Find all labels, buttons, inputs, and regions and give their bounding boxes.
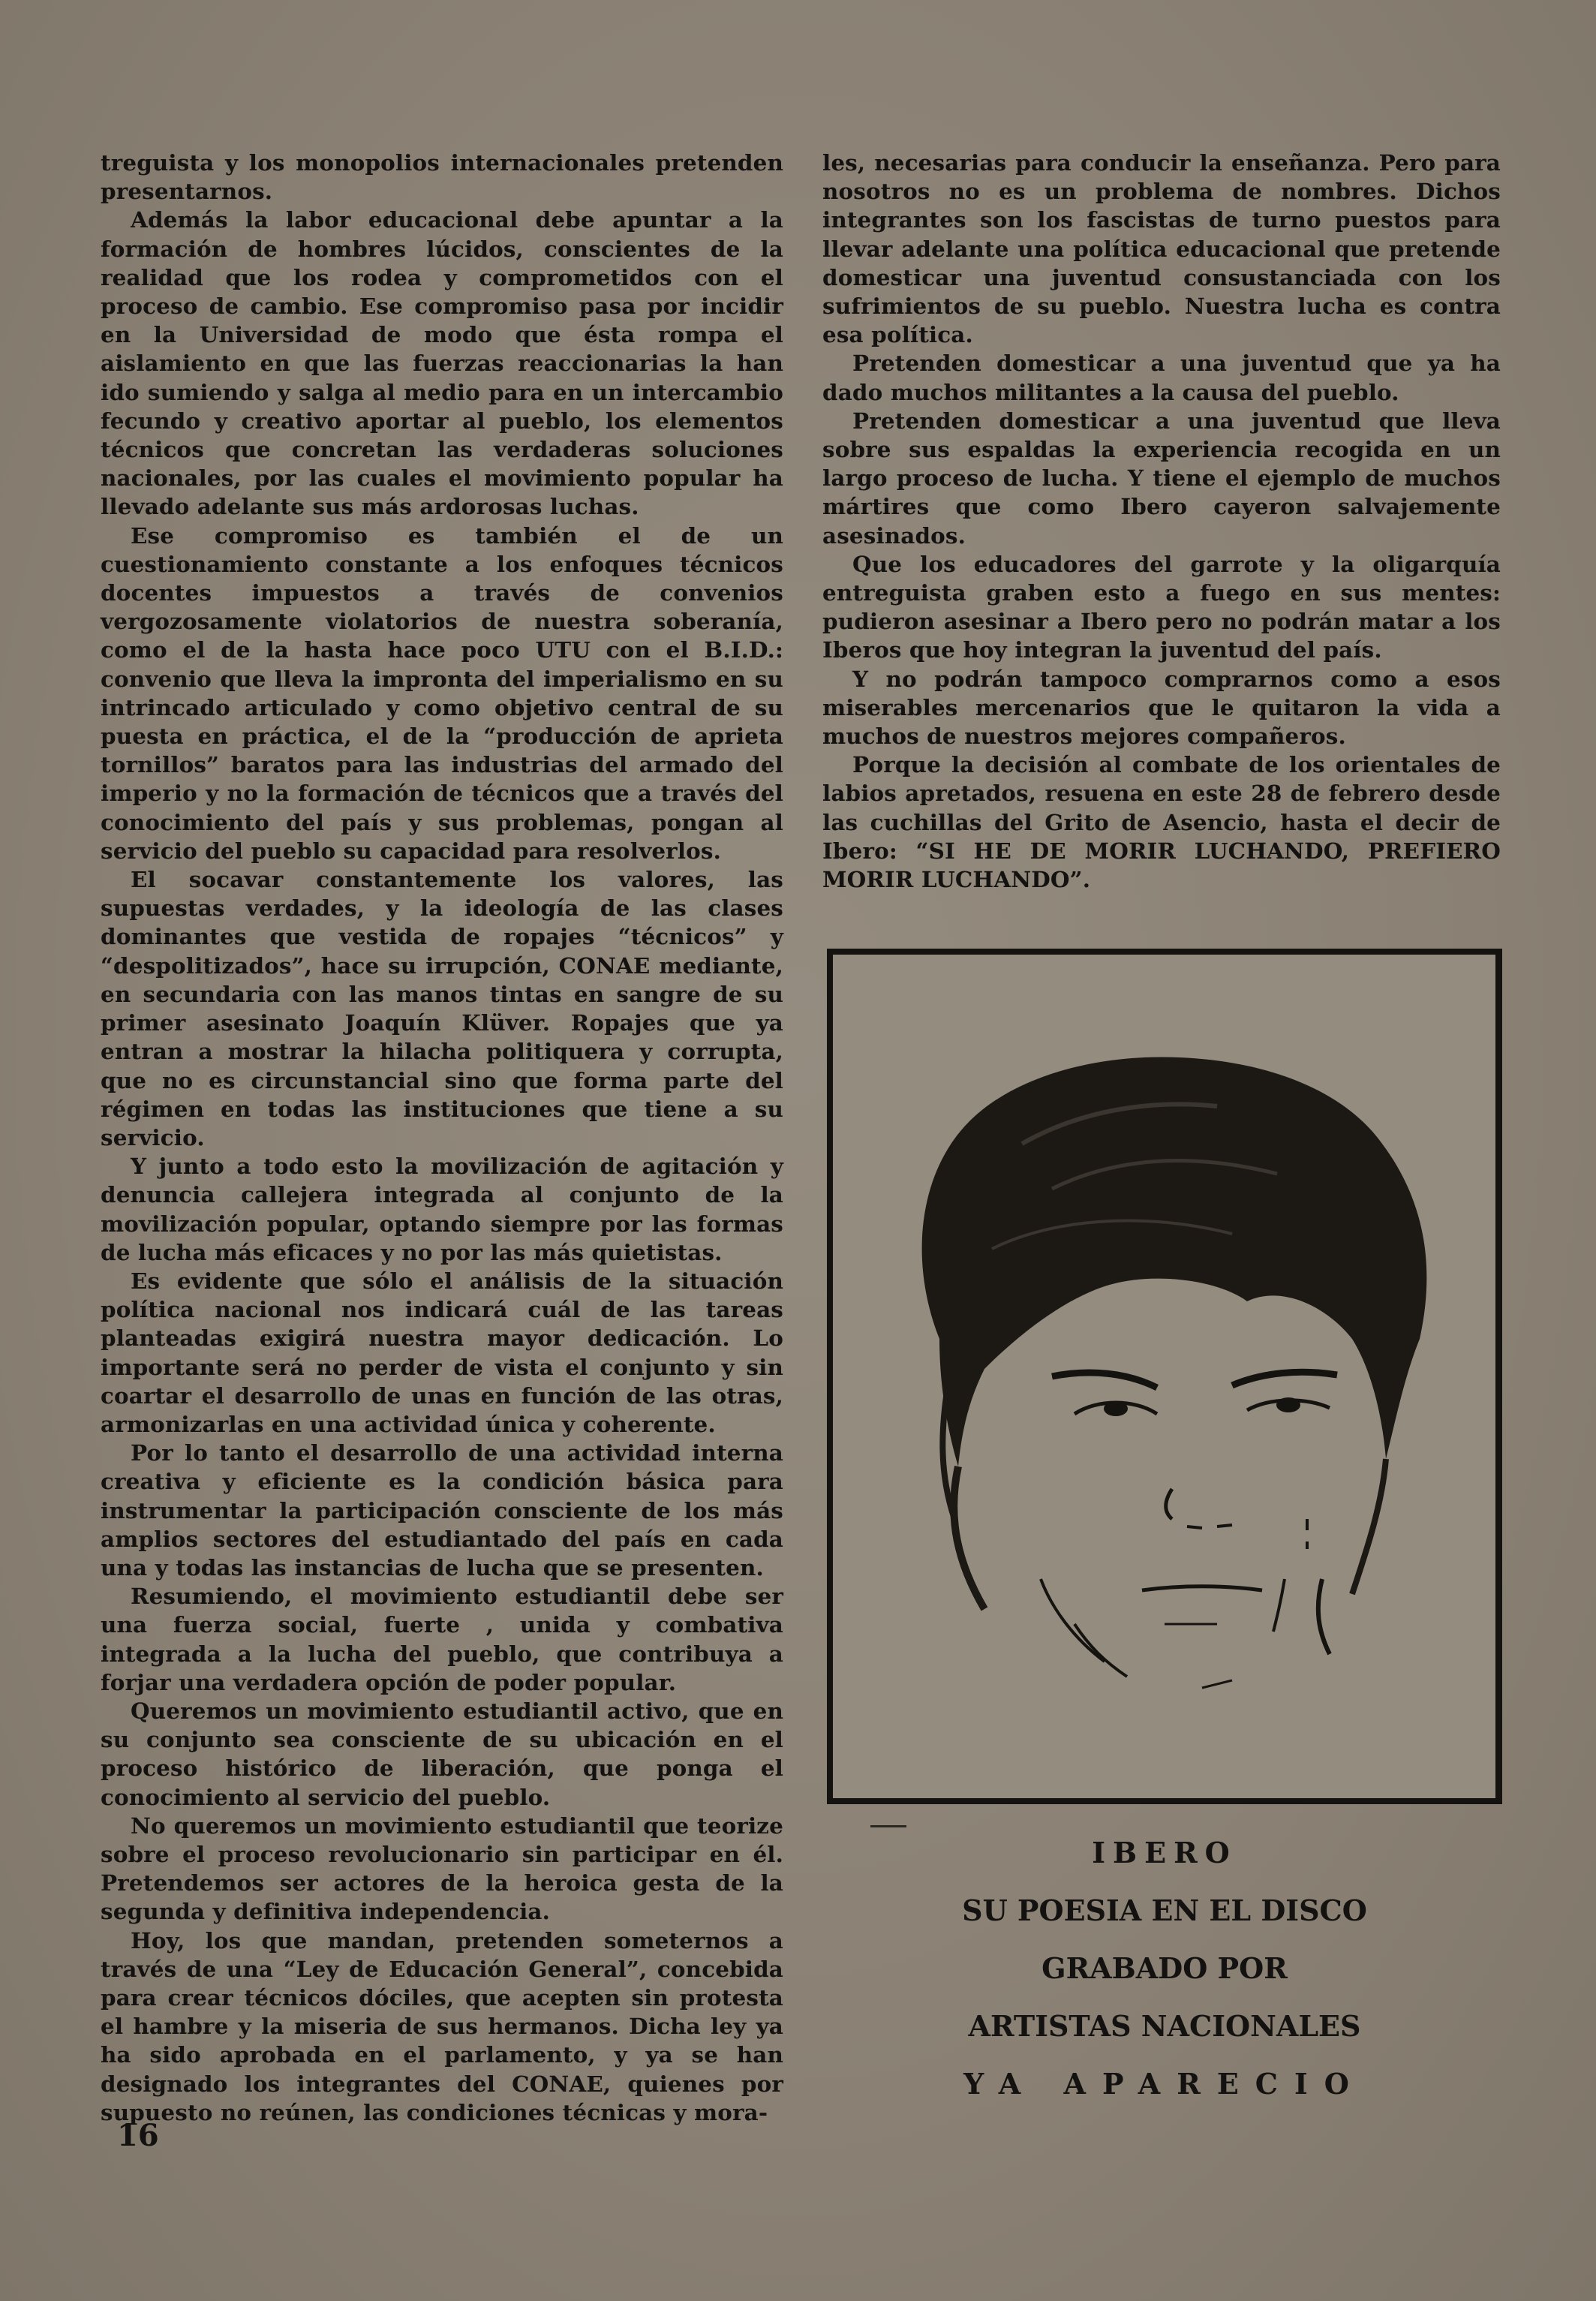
promo-line: YA APARECIO [963,2067,1366,2101]
paragraph: Ese compromiso es también el de un cuestionamiento constante a los enfoques técnicos docentes impuestos a través de convenios vergozosamente violatorios de nuestra soberanía, como el de la hasta hace poco UTU con el B.I.D.: convenio que lleva la impronta del imperialismo en su intrincado articulado y como objetivo central de su puesta en práctica, el de la “producción de aprieta tornillos” baratos para las industrias del armado del imperio y no la formación de técnicos que a través del conocimiento del país y sus problemas, pongan al servicio del pueblo su capacidad para resolverlos. [101,522,783,864]
paragraph: Queremos un movimiento estudiantil activo, que en su conjunto sea consciente de su ubicación en el proceso histórico de liberación, que ponga el conocimiento al servicio del pueblo. [101,1697,783,1810]
promo-line: SU POESIA EN EL DISCO [962,1893,1367,1927]
paragraph: Pretenden domesticar a una juventud que lleva sobre sus espaldas la experiencia recogida en un largo proceso de lucha. Y tiene el ejemplo de muchos mártires que como Ibero cayeron salvajemente asesinados. [822,407,1501,549]
promo-title: IBERO [1092,1836,1237,1869]
paragraph: Porque la decisión al combate de los orientales de labios apretados, resuena en este 28 de febrero desde las cuchillas del Grito de Asencio, hasta el decir de Ibero: “SI HE DE MORIR LUCHANDO, PREFIERO MORIR LUCHANDO”. [822,751,1501,893]
promo-line: GRABADO POR [1041,1951,1288,1985]
article-left-column [101,149,783,2127]
paragraph: Hoy, los que mandan, pretenden someternos a través de una “Ley de Educación General”, concebida para crear técnicos dóciles, que acepten sin protesta el hambre y la miseria de sus hermanos. Dicha ley ya ha sido aprobada en el parlamento, y ya se han designado los integrantes del CONAE, quienes por supuesto no reúnen, las condiciones técnicas y mora- [101,1927,783,2125]
record-promo [827,1824,1502,2113]
article-right-column [822,149,1501,894]
portrait-drawing [827,949,1502,1804]
paragraph: El socavar constantemente los valores, las supuestas verdades, y la ideología de las clases dominantes que vestida de ropajes “técnicos” y “despolitizados”, hace su irrupción, CONAE mediante, en secundaria con las manos tintas en sangre de su primer asesinato Joaquín Klüver. Ropajes que ya entran a mostrar la hilacha politiquera y corrupta, que no es circunstancial sino que forma parte del régimen en todas las instituciones que tiene a su servicio. [101,866,783,1150]
paragraph: No queremos un movimiento estudiantil que teorize sobre el proceso revolucionario sin participar en él. Pretendemos ser actores de la heroica gesta de la segunda y definitiva independencia. [101,1812,783,1925]
portrait-sketch [827,949,1502,1804]
paragraph: Resumiendo, el movimiento estudiantil debe ser una fuerza social, fuerte , unida y combativa integrada a la lucha del pueblo, que contribuya a forjar una verdadera opción de poder popular. [101,1583,783,1695]
paragraph: Además la labor educacional debe apuntar a la formación de hombres lúcidos, conscientes de la realidad que los rodea y comprometidos con el proceso de cambio. Ese compromiso pasa por incidir en la Universidad de modo que ésta rompa el aislamiento en que las fuerzas reaccionarias la han ido sumiendo y salga al medio para en un intercambio fecundo y creativo aportar al pueblo, los elementos técnicos que concretan las verdaderas soluciones nacionales, por las cuales el movimiento popular ha llevado adelante sus más ardorosas luchas. [101,206,783,520]
paragraph: Es evidente que sólo el análisis de la situación política nacional nos indicará cuál de las tareas planteadas exigirá nuestra mayor dedicación. Lo importante será no perder de vista el conjunto y sin coartar el desarrollo de unas en función de las otras, armonizarlas en una actividad única y coherente. [101,1267,783,1437]
paragraph: Y junto a todo esto la movilización de agitación y denuncia callejera integrada al conjunto de la movilización popular, optando siempre por las formas de lucha más eficaces y no por las más quietistas. [101,1153,783,1265]
paragraph: Que los educadores del garrote y la oligarquía entreguista graben esto a fuego en sus mentes: pudieron asesinar a Ibero pero no podrán matar a los Iberos que hoy integran la juventud del país. [822,550,1501,663]
paragraph: Pretenden domesticar a una juventud que ya ha dado muchos militantes a la causa del pueblo. [822,350,1501,405]
page-number: 16 [117,2118,159,2153]
promo-line: ARTISTAS NACIONALES [968,2009,1361,2043]
paragraph: Y no podrán tampoco comprarnos como a esos miserables mercenarios que le quitaron la vida a muchos de nuestros mejores compañeros. [822,665,1501,750]
paragraph: les, necesarias para conducir la enseñanza. Pero para nosotros no es un problema de nombres. Dichos integrantes son los fascistas de turno puestos para llevar adelante una política educacional que pretende domesticar una juventud consustanciada con los sufrimientos de su pueblo. Nuestra lucha es contra esa política. [822,149,1501,348]
paragraph: Por lo tanto el desarrollo de una actividad interna creativa y eficiente es la condición básica para instrumentar la participación consciente de los más amplios sectores del estudiantado del país en cada una y todas las instancias de lucha que se presenten. [101,1439,783,1581]
paragraph: treguista y los monopolios internacionales pretenden presentarnos. [101,149,783,205]
